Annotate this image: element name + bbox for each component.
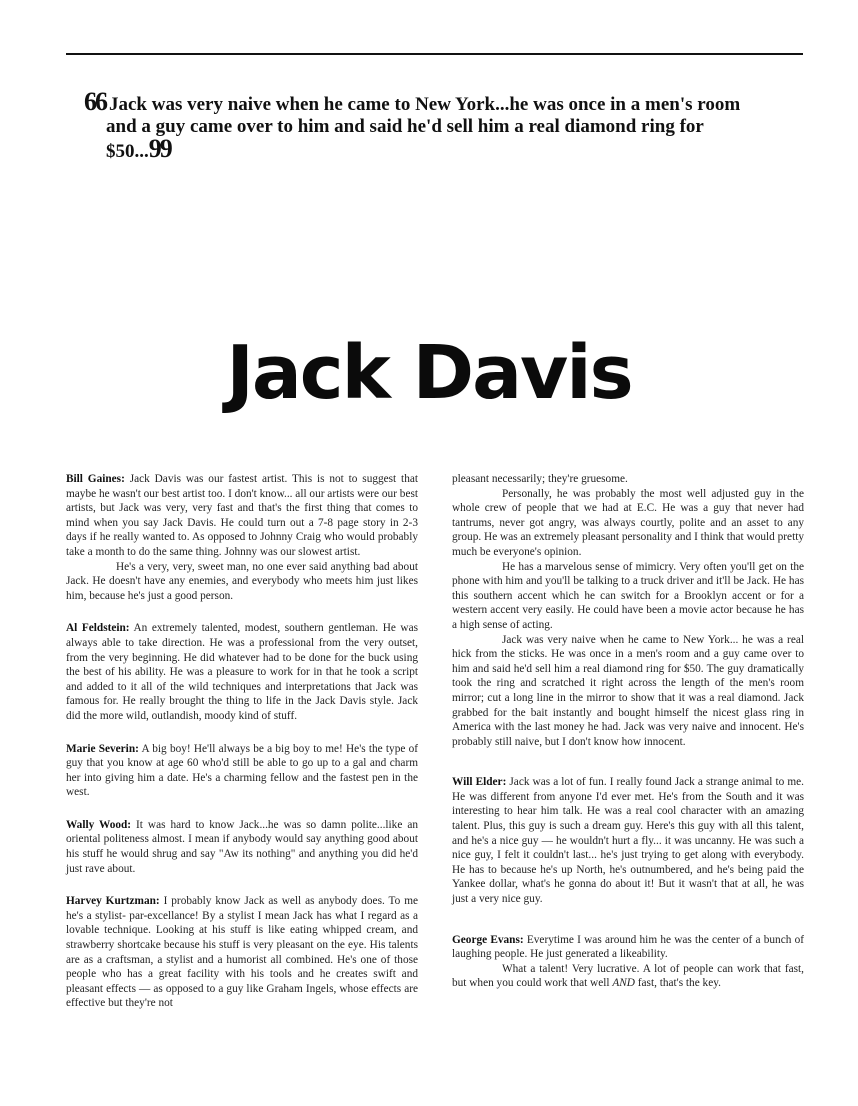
- elder-paragraph: Will Elder: Jack was a lot of fun. I really found Jack a strange animal to me. He was different from anyone I'd ever met. He's from the South and it was interesting to hear him talk. He was a real cool character with an amazing talent. Plus, this guy is such a dream guy. Here's this guy with all this talent, and he's a nice guy — he wouldn't hurt a fly... it was uncanny. He was such a nice guy, I felt it couldn't last... he's just trying to get along with everybody. He has to because he's up North, he's outnumbered, and he's being paid the Yankee dollar, what's he gonna do about it! But it wasn't that at all, he was just a very nice guy.: [452, 776, 804, 906]
- kurtzman-continued-2: Personally, he was probably the most well adjusted guy in the whole crew of people that we had at E.C. He was a guy that never had tantrums, never got angry, was always courtly, polite and an asset to any group. He was an extremely pleasant personality and I think that would pretty much be everyone's opinion.: [452, 487, 804, 558]
- speaker-name: Will Elder:: [452, 776, 507, 789]
- left-column: [66, 472, 418, 1011]
- pull-quote-text: Jack was very naive when he came to New York...he was once in a men's room and a guy came over to him and said he'd sell him a real diamond ring for $50...: [106, 94, 741, 162]
- speaker-name: George Evans:: [452, 933, 524, 946]
- kurtzman-continued-1: pleasant necessarily; they're gruesome.: [452, 473, 628, 485]
- speaker-name: Bill Gaines:: [66, 473, 125, 485]
- feldstein-paragraph: Al Feldstein: An extremely talented, modest, southern gentleman. He was always able to take direction. He was a professional from the very outset, from the very beginning. He did whatever had to be done for the buck using the best of his ability. He was a pleasure to work for in that he took a script and added to it all of the wild techniques and interpretations that Jack was famous for. He really brought the thing to life in the Jack Davis style. Jack did the more wild, outlandish, moody kind of stuff.: [66, 622, 418, 722]
- right-column: [452, 472, 804, 991]
- wood-paragraph: Wally Wood: It was hard to know Jack...he was so damn polite...like an oriental politeness almost. I mean if anybody would say anything good about his stuff he would shrug and say "Aw its nothing" and anything you did he'd just rave about.: [66, 818, 418, 875]
- gaines-paragraph-2: He's a very, very, sweet man, no one ever said anything bad about Jack. He doesn't have any enemies, and everybody who meets him just likes him, because he's just a good person.: [66, 560, 418, 602]
- emphasis-and: AND: [612, 977, 635, 990]
- gaines-paragraph-1: Bill Gaines: Jack Davis was our fastest artist. This is not to suggest that maybe he wasn't our best artist too. I don't know... all our artists were our best artists, but Jack was very, very fast and that's the first thing that comes to mind when you say Jack Davis. He could turn out a 7-8 page story in 2-3 days if he really wanted to. As opposed to Johnny Craig who would probably take a month to do the same thing. Johnny was our slowest artist.: [66, 473, 418, 558]
- speaker-name: Wally Wood:: [66, 818, 132, 831]
- pull-quote: [84, 87, 764, 163]
- speaker-name: Marie Severin:: [66, 742, 139, 755]
- severin-paragraph: Marie Severin: A big boy! He'll always be a big boy to me! He's the type of guy that you know at age 60 who'd still be able to go up to a gal and charm her into giving him a date. He's a charming fellow and the fastest pen in the west.: [66, 742, 419, 799]
- top-rule: [66, 53, 803, 55]
- kurtzman-continued-3: He has a marvelous sense of mimicry. Very often you'll get on the phone with him and you'll be talking to a truck driver and it'll be Jack. He has this southern accent which he can switch for a Brooklyn accent or for a western accent very easily. He could have been a movie actor because he has a high sense of acting.: [452, 560, 804, 631]
- kurtzman-continued-4: Jack was very naive when he came to New York... he was a real hick from the sticks. He was once in a men's room and a guy came over to him and said he'd sell him a real diamond ring for $50. The guy dramatically took the ring and scratched it right across the length of the men's room mirror; cut a long line in the mirror to show that it was a real diamond. Jack grabbed for the bait instantly and bought himself the nicest glass ring in America with the last money he had. Jack was very naive and innocent. He's probably still naive, but I don't know how innocent.: [452, 633, 804, 748]
- speaker-name: Al Feldstein:: [66, 622, 130, 635]
- close-quote-mark: 99: [148, 134, 171, 163]
- speaker-name: Harvey Kurtzman:: [66, 895, 160, 908]
- kurtzman-paragraph: Harvey Kurtzman: I probably know Jack as well as anybody does. To me he's a stylist- par-excellance! By a stylist I mean Jack has what I regard as a lovable technique. Looking at his stuff is like eating whipped cream, and strawberry shortcake because his stuff is very pleasant on the eye. His talents are as a craftsman, a stylist and a humorist all combined. He's one of those people who has a great facility with his tools and he creates swift and pleasant effects — as opposed to a guy like Graham Ingels, whose effects are effective but they're not: [66, 895, 418, 1010]
- evans-paragraph-1: George Evans: Everytime I was around him he was the center of a bunch of laughing people. He just generated a likeability.: [452, 933, 804, 961]
- open-quote-mark: 66: [84, 87, 106, 116]
- evans-paragraph-2: What a talent! Very lucrative. A lot of people can work that fast, but when you could work that well AND fast, that's the key.: [452, 962, 804, 990]
- article-title: Jack Davis: [226, 330, 632, 416]
